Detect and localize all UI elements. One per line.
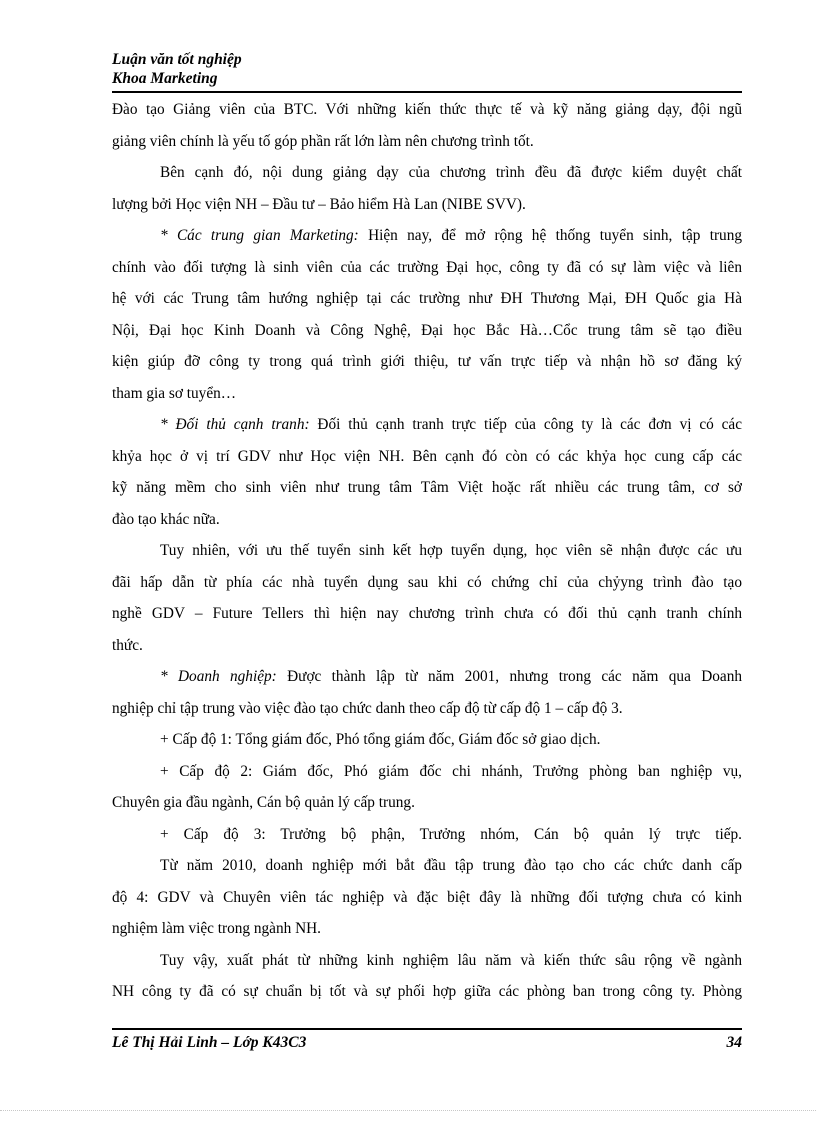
text-run: Đối thủ cạnh tranh trực tiếp của công ty là các đơn vị có các (309, 416, 742, 433)
text-line: nghề GDV – Future Tellers thì hiện nay chương trình chưa có đối thủ cạnh tranh chính (112, 605, 742, 622)
text-line: Tuy nhiên, với ưu thế tuyển sinh kết hợp tuyển dụng, học viên sẽ nhận được các ưu (160, 542, 742, 559)
text-line: độ 4: GDV và Chuyên viên tác nghiệp và đặc biệt đây là những đối tượng chưa có kinh (112, 888, 742, 906)
section-label-competitors: * Đối thủ cạnh tranh: (160, 416, 310, 433)
text-line: tham gia sơ tuyển… (112, 384, 237, 402)
text-run: Hiện nay, để mở rộng hệ thống tuyển sinh, tập trung (358, 227, 742, 244)
text-line: đãi hấp dẫn từ phía các nhà tuyển dụng sau khi có chứng chỉ của chỷyng trình đào tạo (112, 573, 742, 591)
page-header (112, 50, 742, 88)
header-rule (112, 91, 742, 93)
page-number: 34 (726, 1034, 742, 1051)
list-item-level-2: + Cấp độ 2: Giám đốc, Phó giám đốc chi nhánh, Trưởng phòng ban nghiệp vụ, (160, 762, 742, 780)
list-item-level-1: + Cấp độ 1: Tổng giám đốc, Phó tổng giám đốc, Giám đốc sở giao dịch. (160, 731, 601, 748)
text-line: nghiệm làm việc trong ngành NH. (112, 920, 322, 937)
page-edge-divider (0, 1110, 816, 1111)
text-line: khỷa học ở vị trí GDV như Học viện NH. Bên cạnh đó còn có các khỷa học cung cấp các (112, 447, 742, 465)
text-line: kiện giúp đỡ công ty trong quá trình giới thiệu, tư vấn trực tiếp và nhận hồ sơ đăng ký (112, 353, 742, 370)
text-line: thức. (112, 636, 143, 654)
text-line: Bên cạnh đó, nội dung giảng dạy của chương trình đều đã được kiểm duyệt chất (160, 164, 742, 181)
footer-author: Lê Thị Hải Linh – Lớp K43C3 (112, 1034, 307, 1051)
text-line: đào tạo khác nữa. (112, 510, 220, 528)
document-body (112, 94, 742, 1008)
text-line: nghiệp chỉ tập trung vào việc đào tạo chức danh theo cấp độ từ cấp độ 1 – cấp độ 3. (112, 699, 623, 717)
text-line: chính vào đối tượng là sinh viên của các trường Đại học, công ty đã có sự làm việc và liên (112, 258, 742, 276)
text-line: kỹ năng mềm cho sinh viên như trung tâm Tâm Việt hoặc rất nhiều các trung tâm, cơ sở (112, 479, 742, 496)
text-line: Đào tạo Giảng viên của BTC. Với những kiến thức thực tế và kỹ năng giảng dạy, đội ngũ (112, 101, 742, 118)
text-line: Từ năm 2010, doanh nghiệp mới bắt đầu tập trung đào tạo cho các chức danh cấp (160, 857, 742, 874)
section-label-enterprise: * Doanh nghiệp: (160, 668, 277, 685)
text-line: lượng bởi Học viện NH – Đầu tư – Bảo hiểm Hà Lan (NIBE SVV). (112, 195, 526, 213)
header-thesis-title: Luận văn tốt nghiệp (112, 51, 242, 68)
text-line: hệ với các Trung tâm hướng nghiệp tại các trường như ĐH Thương Mại, ĐH Quốc gia Hà (112, 290, 742, 307)
header-faculty: Khoa Marketing (112, 70, 218, 87)
footer-rule (112, 1028, 742, 1030)
text-line (112, 409, 742, 441)
text-line (112, 661, 742, 693)
text-line: giảng viên chính là yếu tố góp phần rất lớn làm nên chương trình tốt. (112, 132, 534, 150)
text-line: NH công ty đã có sự chuẩn bị tốt và sự phối hợp giữa các phòng ban trong công ty. Phòng (112, 983, 742, 1000)
section-label-marketing-intermediaries: * Các trung gian Marketing: (160, 227, 359, 244)
text-line: Tuy vậy, xuất phát từ những kinh nghiệm lâu năm và kiến thức sâu rộng về ngành (160, 951, 742, 969)
text-line: Chuyên gia đầu ngành, Cán bộ quản lý cấp trung. (112, 794, 415, 811)
text-line (112, 220, 742, 252)
list-item-level-3: + Cấp độ 3: Trưởng bộ phận, Trưởng nhóm, Cán bộ quản lý trực tiếp. (160, 825, 742, 843)
text-run: Được thành lập từ năm 2001, nhưng trong các năm qua Doanh (276, 668, 742, 685)
text-line: Nội, Đại học Kinh Doanh và Công Nghệ, Đại học Bắc Hà…Cổc trung tâm sẽ tạo điều (112, 321, 742, 339)
page-footer (112, 1033, 742, 1053)
